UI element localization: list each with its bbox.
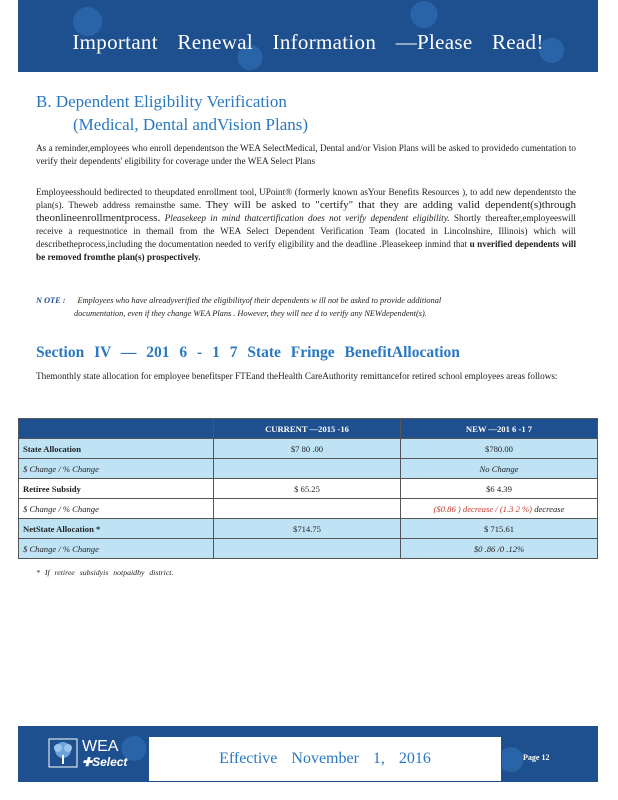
section-b-paragraph-1: As a reminder,employees who enroll dependentson the WEA SelectMedical, Dental and/or Vision Plans will be asked to providedo cumentation to verify their dependents' eligibility for coverage under the WEA Select Plans bbox=[36, 143, 576, 166]
row-current bbox=[214, 499, 401, 519]
row-current: $714.75 bbox=[214, 519, 401, 539]
row-new bbox=[401, 499, 598, 519]
section-iv-paragraph: Themonthly state allocation for employee benefitsper FTEand theHealth CareAuthority remittancefor retired school employees areas follows: bbox=[36, 371, 558, 381]
effective-date-text: Effective November 1, 2016 bbox=[219, 750, 431, 767]
logo-select-text bbox=[82, 755, 127, 769]
row-label: State Allocation bbox=[19, 439, 214, 459]
table-header-current: CURRENT —2015 -16 bbox=[214, 419, 401, 439]
para2-part-e: u nverified dependents will be removed fromthe plan(s) prospectively. bbox=[36, 239, 576, 262]
wea-select-logo bbox=[48, 738, 136, 772]
row-new-red: ($0.86 ) decrease / (1.3 2 %) bbox=[433, 503, 533, 514]
table-row bbox=[19, 499, 598, 519]
row-label: NetState Allocation * bbox=[19, 519, 214, 539]
table-header-blank bbox=[19, 419, 214, 439]
allocation-table bbox=[18, 418, 598, 559]
effective-date-box bbox=[148, 736, 502, 782]
row-current bbox=[214, 539, 401, 559]
tree-icon bbox=[48, 738, 78, 768]
table-header-new: NEW —201 6 -1 7 bbox=[401, 419, 598, 439]
section-b-heading-line1: B. Dependent Eligibility Verification bbox=[36, 92, 287, 111]
section-iv-heading: Section IV — 201 6 - 1 7 State Fringe BenefitAllocation bbox=[36, 344, 460, 361]
section-b-paragraph-2 bbox=[36, 186, 576, 264]
para2-part-b: They will be asked to "certify" that they are adding valid dependent(s)through theonlineenrollmentprocess. bbox=[36, 199, 576, 224]
header-banner bbox=[18, 0, 598, 72]
table-row bbox=[19, 519, 598, 539]
section-b-heading-line2: (Medical, Dental andVision Plans) bbox=[73, 115, 309, 134]
logo-select-word: Select bbox=[92, 755, 128, 769]
logo-wea-text: WEA bbox=[82, 738, 119, 755]
page-number: Page 12 bbox=[523, 753, 550, 762]
banner-title: Important Renewal Information —Please Read! bbox=[72, 30, 544, 54]
section-b-note bbox=[36, 294, 576, 320]
row-new: No Change bbox=[401, 459, 598, 479]
row-label: Retiree Subsidy bbox=[19, 479, 214, 499]
note-line-1: Employees who have alreadyverified the eligibilityof their dependents w ill not be asked to provide additional bbox=[77, 296, 442, 305]
row-new-suffix: decrease bbox=[532, 503, 565, 514]
table-header-row bbox=[19, 419, 598, 439]
table-row bbox=[19, 539, 598, 559]
row-current: $ 65.25 bbox=[214, 479, 401, 499]
row-new: $6 4.39 bbox=[401, 479, 598, 499]
para2-part-d: Shortly thereafter,employeeswill receive a requestnotice in themail from the WEA Select Dependent Verification Team (located in Lincolnshire, Illinois) which will describetheprocess,including the documentation needed to verify eligibility and the deadline .Pleasekeep inmind that bbox=[36, 213, 576, 249]
row-current bbox=[214, 459, 401, 479]
row-label: $ Change / % Change bbox=[19, 499, 214, 519]
row-new: $0 .86 /0 .12% bbox=[401, 539, 598, 559]
table-row bbox=[19, 479, 598, 499]
row-current: $7 80 .00 bbox=[214, 439, 401, 459]
para2-part-c: Pleasekeep in mind thatcertification does not verify dependent eligibility. bbox=[160, 213, 450, 223]
plus-icon: ✚ bbox=[82, 755, 93, 769]
note-line-2: documentation, even if they change WEA Plans . However, they will nee d to verify any NEWdependent(s). bbox=[74, 309, 427, 318]
table-row bbox=[19, 439, 598, 459]
row-new: $780.00 bbox=[401, 439, 598, 459]
row-label: $ Change / % Change bbox=[19, 539, 214, 559]
row-new: $ 715.61 bbox=[401, 519, 598, 539]
note-label: N OTE : bbox=[36, 296, 66, 305]
section-b-heading bbox=[36, 90, 308, 136]
table-footnote: * If retiree subsidyis notpaidby district. bbox=[36, 568, 174, 577]
row-label: $ Change / % Change bbox=[19, 459, 214, 479]
table-row bbox=[19, 459, 598, 479]
para2-part-a: Employeesshould bedirected to theupdated enrollment tool, UPoint® (formerly known asYour Benefits Resources ), to add new dependentsto the plan(s). Theweb address remainsthe same. bbox=[36, 187, 576, 210]
